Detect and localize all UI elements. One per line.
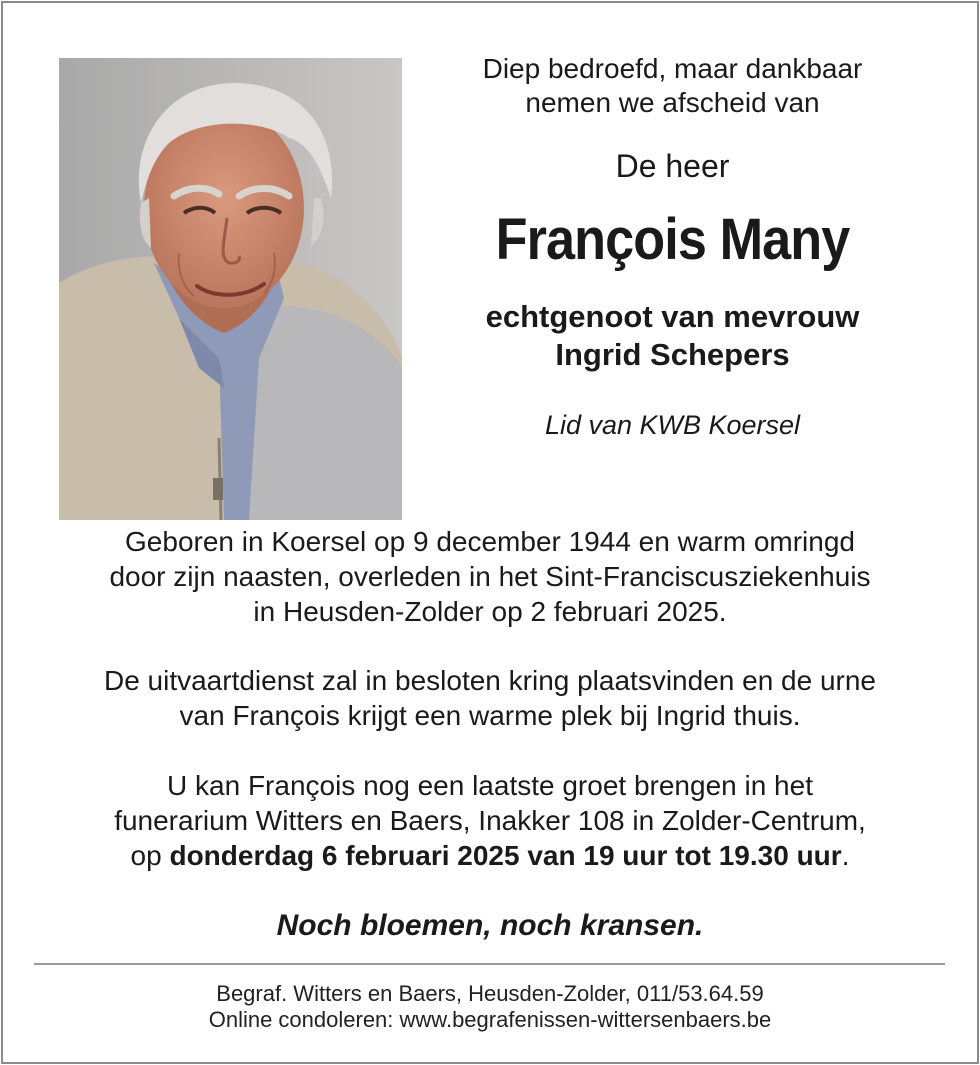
closing-note: Noch bloemen, noch kransen. bbox=[276, 909, 704, 942]
funeral-paragraph bbox=[30, 663, 950, 733]
deceased-name: François Many bbox=[495, 207, 850, 272]
visitation-datetime: donderdag 6 februari 2025 van 19 uur tot 19.30 uur bbox=[169, 840, 842, 871]
paragraph-line: in Heusden-Zolder op 2 februari 2025. bbox=[253, 596, 727, 627]
paragraph-line: De uitvaartdienst zal in besloten kring plaatsvinden en de urne bbox=[103, 665, 877, 696]
intro-line-2: nemen we afscheid van bbox=[525, 87, 820, 118]
footer bbox=[30, 981, 950, 1033]
undertaker-info: Begraf. Witters en Baers, Heusden-Zolder, 011/53.64.59 bbox=[216, 981, 764, 1006]
visitation-paragraph bbox=[30, 768, 950, 873]
birth-death-paragraph bbox=[30, 524, 950, 629]
paragraph-line: funerarium Witters en Baers, Inakker 108 in Zolder-Centrum, bbox=[114, 805, 866, 836]
paragraph-line: U kan François nog een laatste groet brengen in het bbox=[167, 770, 813, 801]
visitation-time-line bbox=[30, 838, 950, 873]
paragraph-line: Geboren in Koersel op 9 december 1944 en warm omringd bbox=[125, 526, 855, 557]
spouse-line-2: Ingrid Schepers bbox=[555, 337, 790, 372]
paragraph-line: van François krijgt een warme plek bij Ingrid thuis. bbox=[179, 700, 801, 731]
portrait-photo bbox=[59, 58, 402, 520]
membership: Lid van KWB Koersel bbox=[544, 410, 801, 440]
spouse-line-1: echtgenoot van mevrouw bbox=[485, 299, 860, 334]
condolence-link[interactable]: Online condoleren: www.begrafenissen-wittersenbaers.be bbox=[208, 1007, 772, 1032]
visitation-prefix: op bbox=[130, 840, 170, 871]
footer-divider bbox=[34, 963, 945, 965]
intro-line-1: Diep bedroefd, maar dankbaar bbox=[482, 53, 863, 84]
paragraph-line: door zijn naasten, overleden in het Sint-Franciscusziekenhuis bbox=[109, 561, 871, 592]
header-block bbox=[415, 52, 930, 442]
visitation-suffix: . bbox=[841, 840, 850, 871]
honorific: De heer bbox=[615, 148, 730, 184]
